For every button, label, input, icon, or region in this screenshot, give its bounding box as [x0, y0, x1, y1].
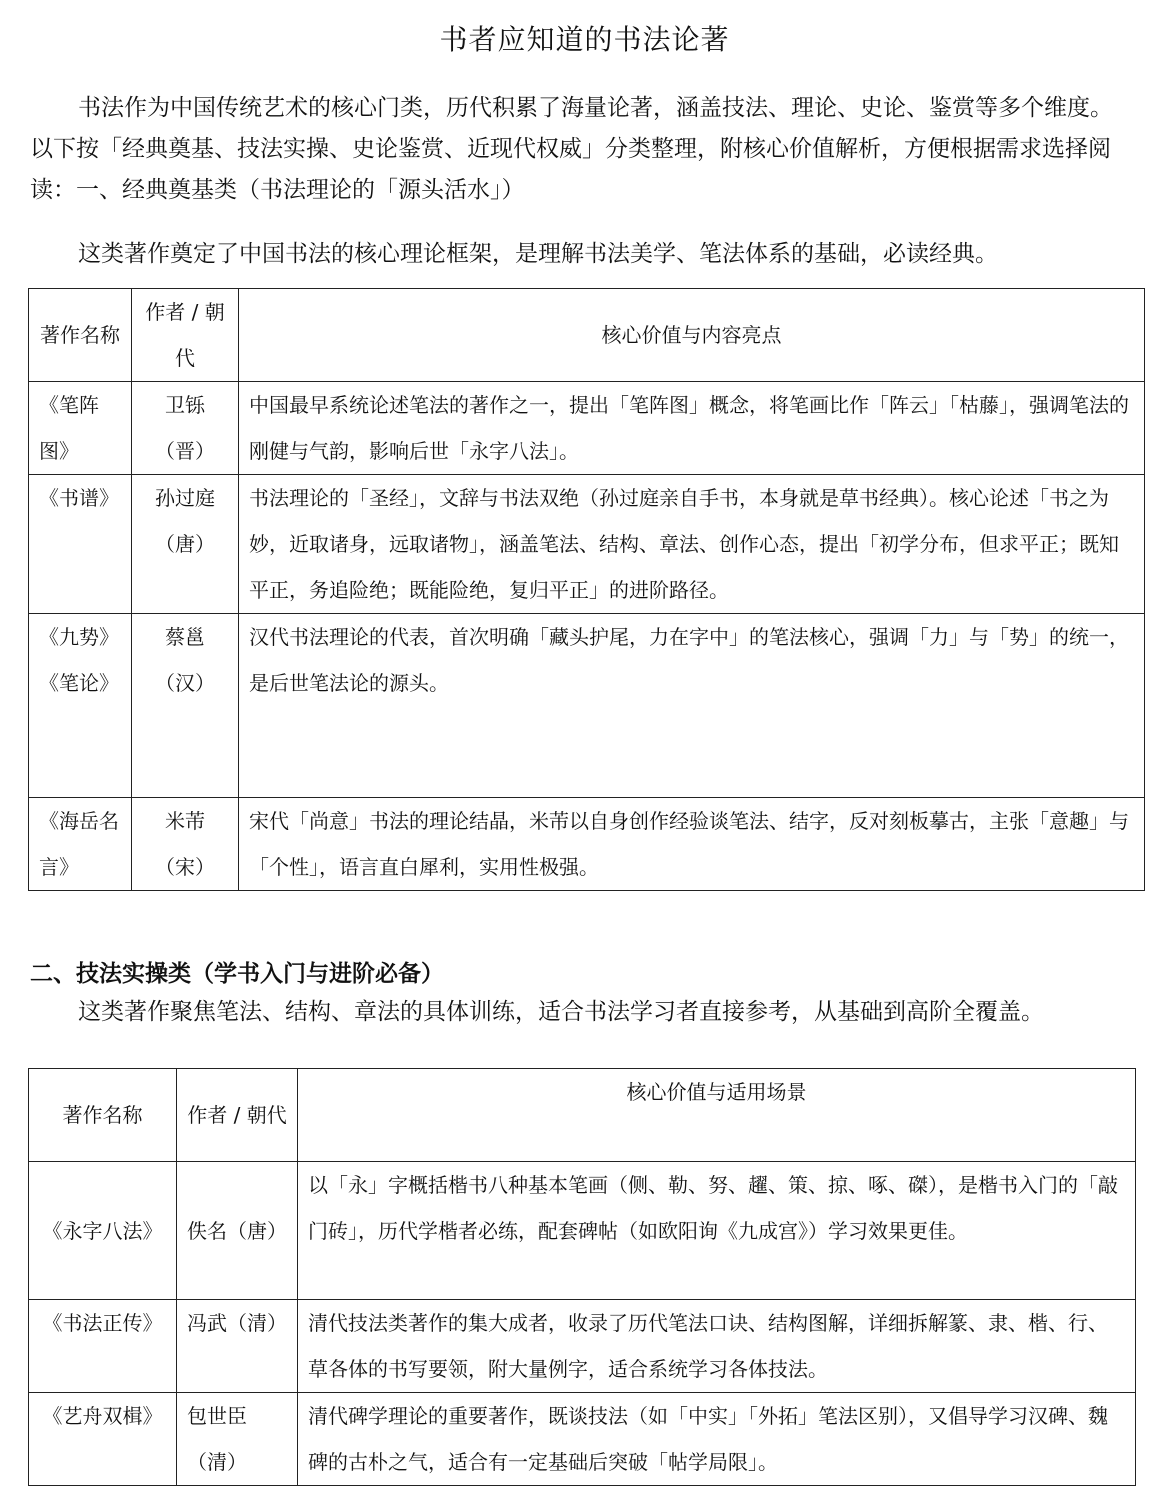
work-title: 《海岳名言》 [29, 798, 132, 891]
work-value: 以「永」字概括楷书八种基本笔画（侧、勒、努、趯、策、掠、啄、磔），是楷书入门的「敲门砖」，历代学楷者必练，配套碑帖（如欧阳询《九成宫》）学习效果更佳。 [298, 1162, 1136, 1300]
work-author: 卫铄（晋） [132, 382, 239, 475]
table-row [29, 1162, 1136, 1300]
classics-table [28, 288, 1145, 891]
header-value: 核心价值与内容亮点 [239, 289, 1145, 382]
work-title: 《书谱》 [29, 475, 132, 614]
work-value: 清代碑学理论的重要著作，既谈技法（如「中实」「外拓」笔法区别），又倡导学习汉碑、魏碑的古朴之气，适合有一定基础后突破「帖学局限」。 [298, 1393, 1136, 1486]
section1-heading: 一、经典奠基类（书法理论的「源头活水」） [76, 177, 525, 203]
work-title: 《永字八法》 [29, 1162, 177, 1300]
work-value: 汉代书法理论的代表，首次明确「藏头护尾，力在字中」的笔法核心，强调「力」与「势」的统一，是后世笔法论的源头。 [239, 614, 1145, 798]
intro-paragraph [30, 88, 1125, 211]
work-title: 《艺舟双楫》 [29, 1393, 177, 1486]
techniques-table [28, 1068, 1136, 1486]
section2-description: 这类著作聚焦笔法、结构、章法的具体训练，适合书法学习者直接参考，从基础到高阶全覆盖。 [78, 999, 1044, 1025]
header-title: 著作名称 [29, 1069, 177, 1162]
header-author: 作者 / 朝代 [177, 1069, 298, 1162]
work-author: 孙过庭（唐） [132, 475, 239, 614]
header-title: 著作名称 [29, 289, 132, 382]
work-value: 清代技法类著作的集大成者，收录了历代笔法口诀、结构图解，详细拆解篆、隶、楷、行、草各体的书写要领，附大量例字，适合系统学习各体技法。 [298, 1300, 1136, 1393]
work-value: 书法理论的「圣经」，文辞与书法双绝（孙过庭亲自手书，本身就是草书经典）。核心论述「书之为妙，近取诸身，远取诸物」，涵盖笔法、结构、章法、创作心态，提出「初学分布，但求平正；既知平正，务追险绝；既能险绝，复归平正」的进阶路径。 [239, 475, 1145, 614]
work-title: 《书法正传》 [29, 1300, 177, 1393]
header-value: 核心价值与适用场景 [298, 1069, 1136, 1162]
work-author: 蔡邕（汉） [132, 614, 239, 798]
work-author: 包世臣（清） [177, 1393, 298, 1486]
table-row [29, 382, 1145, 475]
work-title: 《九势》《笔论》 [29, 614, 132, 798]
header-author: 作者 / 朝代 [132, 289, 239, 382]
table-row [29, 614, 1145, 798]
table-row [29, 1393, 1136, 1486]
table-row [29, 798, 1145, 891]
work-value: 中国最早系统论述笔法的著作之一，提出「笔阵图」概念，将笔画比作「阵云」「枯藤」，强调笔法的刚健与气韵，影响后世「永字八法」。 [239, 382, 1145, 475]
table-header-row [29, 1069, 1136, 1162]
work-author: 佚名（唐） [177, 1162, 298, 1300]
page-title: 书者应知道的书法论著 [439, 23, 730, 56]
section1-description: 这类著作奠定了中国书法的核心理论框架，是理解书法美学、笔法体系的基础，必读经典。 [78, 241, 998, 267]
table-row [29, 475, 1145, 614]
work-title: 《笔阵图》 [29, 382, 132, 475]
section2-heading: 二、技法实操类（学书入门与进阶必备） [30, 961, 444, 987]
work-author: 米芾（宋） [132, 798, 239, 891]
work-value: 宋代「尚意」书法的理论结晶，米芾以自身创作经验谈笔法、结字，反对刻板摹古，主张「意趣」与「个性」，语言直白犀利，实用性极强。 [239, 798, 1145, 891]
intro-text: 书法作为中国传统艺术的核心门类，历代积累了海量论著，涵盖技法、理论、史论、鉴赏等多个维度。以下按「经典奠基、技法实操、史论鉴赏、近现代权威」分类整理，附核心价值解析，方便根据需求选择阅读： [30, 95, 1113, 203]
table-row [29, 1300, 1136, 1393]
table-header-row [29, 289, 1145, 382]
work-author: 冯武（清） [177, 1300, 298, 1393]
